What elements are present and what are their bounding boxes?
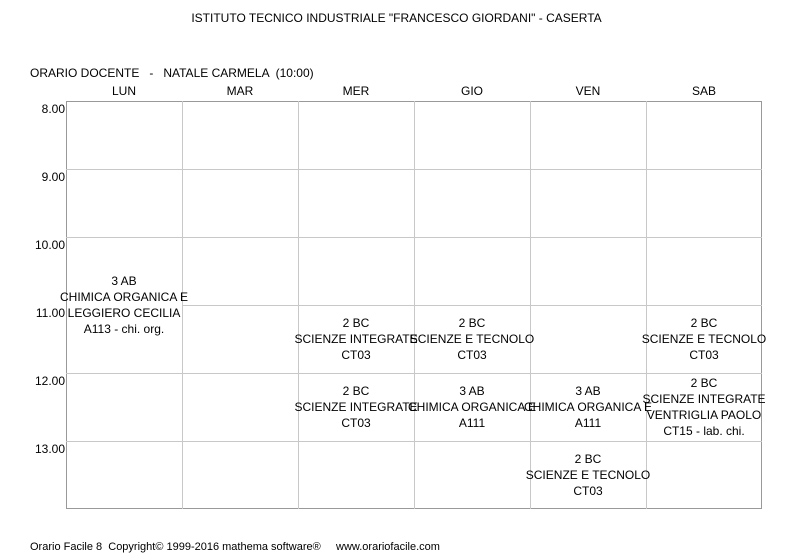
lesson-detail: A111: [574, 416, 602, 430]
lesson-detail: SCIENZE INTEGRATE: [294, 400, 418, 414]
day-header-mer: MER: [342, 84, 370, 98]
lesson-detail: A111: [458, 416, 486, 430]
lesson-detail: VENTRIGLIA PAOLO: [646, 408, 762, 422]
page-title: ISTITUTO TECNICO INDUSTRIALE "FRANCESCO GIORDANI" - CASERTA: [191, 11, 602, 25]
grid-row-divider: [182, 305, 298, 306]
time-label: 9.00: [41, 170, 65, 184]
lesson-detail: SCIENZE INTEGRATE: [642, 392, 766, 406]
lesson-detail: CT03: [341, 416, 371, 430]
lesson-detail: CT15 - lab. chi.: [663, 424, 745, 438]
lesson-cell[interactable]: [294, 373, 418, 441]
lesson-detail: SCIENZE E TECNOLO: [409, 332, 535, 346]
lesson-detail: CHIMICA ORGANICA E: [59, 290, 189, 304]
day-header-mar: MAR: [226, 84, 254, 98]
grid-row-divider: [530, 237, 646, 238]
time-label: 8.00: [41, 102, 65, 116]
day-header-lun: LUN: [111, 84, 136, 98]
grid-row-divider: [66, 441, 182, 442]
lesson-class: 2 BC: [690, 316, 718, 330]
grid-row-divider: [646, 237, 762, 238]
lesson-detail: LEGGIERO CECILIA: [67, 306, 181, 320]
lesson-cell[interactable]: [525, 441, 651, 509]
lesson-class: 3 AB: [111, 274, 137, 288]
grid-row-divider: [182, 237, 298, 238]
day-header-ven: VEN: [575, 84, 601, 98]
lesson-cell[interactable]: [642, 373, 766, 441]
lesson-detail: CT03: [457, 348, 487, 362]
time-label: 11.00: [35, 306, 65, 320]
grid-row-divider: [182, 373, 298, 374]
grid-row-divider: [298, 237, 414, 238]
grid-row-divider: [414, 169, 530, 170]
lesson-cell[interactable]: [59, 237, 189, 373]
grid-row-divider: [646, 441, 762, 442]
lesson-detail: CT03: [689, 348, 719, 362]
day-header-gio: GIO: [460, 84, 483, 98]
time-label: 10.00: [34, 238, 65, 252]
time-label: 13.00: [34, 442, 65, 456]
lesson-detail: CT03: [341, 348, 371, 362]
grid-row-divider: [298, 169, 414, 170]
lesson-class: 2 BC: [574, 452, 602, 466]
lesson-cell[interactable]: [523, 373, 653, 441]
lesson-detail: SCIENZE INTEGRATE: [294, 332, 418, 346]
lesson-class: 2 BC: [458, 316, 486, 330]
lesson-class: 2 BC: [342, 316, 370, 330]
lesson-cell[interactable]: [641, 305, 767, 373]
lesson-class: 3 AB: [575, 384, 601, 398]
lesson-detail: A113 - chi. org.: [83, 322, 165, 336]
lesson-class: 2 BC: [690, 376, 718, 390]
lesson-cell[interactable]: [294, 305, 418, 373]
lesson-detail: CT03: [573, 484, 603, 498]
grid-row-divider: [414, 441, 530, 442]
grid-row-divider: [182, 169, 298, 170]
grid-row-divider: [66, 373, 182, 374]
lesson-class: 2 BC: [342, 384, 370, 398]
grid-row-divider: [530, 305, 646, 306]
teacher-schedule-label: ORARIO DOCENTE - NATALE CARMELA (10:00): [30, 66, 314, 80]
lesson-cell[interactable]: [407, 373, 537, 441]
grid-row-divider: [66, 169, 182, 170]
grid-row-divider: [298, 441, 414, 442]
grid-row-divider: [182, 441, 298, 442]
time-label: 12.00: [34, 374, 65, 388]
lesson-detail: SCIENZE E TECNOLO: [525, 468, 651, 482]
grid-row-divider: [530, 169, 646, 170]
lesson-class: 3 AB: [459, 384, 485, 398]
day-header-sab: SAB: [691, 84, 716, 98]
lesson-cell[interactable]: [409, 305, 535, 373]
lesson-detail: SCIENZE E TECNOLO: [641, 332, 767, 346]
grid-row-divider: [414, 237, 530, 238]
footer-copyright: Orario Facile 8 Copyright© 1999-2016 mathema software® www.orariofacile.com: [30, 541, 440, 553]
grid-row-divider: [646, 169, 762, 170]
lesson-detail: CHIMICA ORGANICA E: [407, 400, 537, 414]
lesson-detail: CHIMICA ORGANICA E: [523, 400, 653, 414]
